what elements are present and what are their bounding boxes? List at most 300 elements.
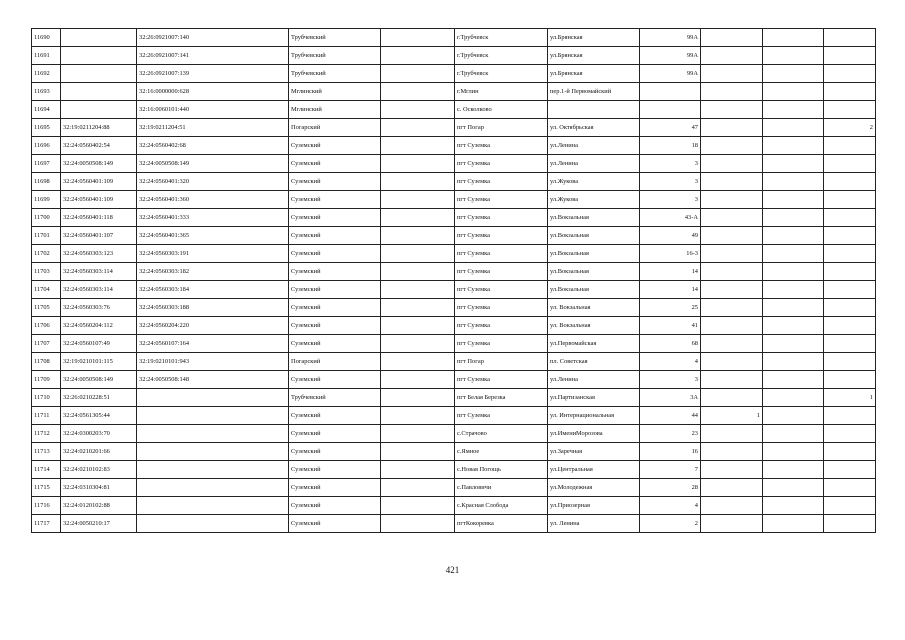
district-cell: Суземский	[289, 425, 381, 443]
district-cell: Погарский	[289, 353, 381, 371]
extra-cell-1	[701, 29, 763, 47]
district-cell: Мглинский	[289, 83, 381, 101]
extra-cell-1	[701, 443, 763, 461]
extra-cell-3	[824, 65, 876, 83]
locality-cell: пгт Суземка	[455, 281, 548, 299]
extra-cell-2	[763, 209, 824, 227]
locality-cell: с.Красная Слобода	[455, 497, 548, 515]
extra-cell-3	[824, 155, 876, 173]
cadastral-number-cell: 32:19:0211204:88	[61, 119, 137, 137]
settlement-cell	[381, 119, 455, 137]
cadastral-number-cell	[61, 101, 137, 119]
extra-cell-2	[763, 443, 824, 461]
parent-cadastral-number-cell: 32:16:0000000:628	[137, 83, 289, 101]
table-row	[32, 29, 876, 47]
settlement-cell	[381, 335, 455, 353]
parent-cadastral-number-cell	[137, 515, 289, 533]
locality-cell: с.Страчово	[455, 425, 548, 443]
parent-cadastral-number-cell	[137, 497, 289, 515]
extra-cell-2	[763, 119, 824, 137]
settlement-cell	[381, 497, 455, 515]
extra-cell-2	[763, 263, 824, 281]
extra-cell-2	[763, 335, 824, 353]
row-number-cell: 11694	[32, 101, 61, 119]
extra-cell-2	[763, 317, 824, 335]
cadastral-number-cell	[61, 29, 137, 47]
street-cell	[548, 101, 640, 119]
extra-cell-2	[763, 407, 824, 425]
extra-cell-3	[824, 209, 876, 227]
cadastral-number-cell: 32:19:0210101:115	[61, 353, 137, 371]
locality-cell: пгт Суземка	[455, 371, 548, 389]
locality-cell: пгт Погар	[455, 353, 548, 371]
locality-cell: г.Трубчевск	[455, 65, 548, 83]
house-number-cell: 49	[640, 227, 701, 245]
street-cell: ул.ИмениМорозова	[548, 425, 640, 443]
extra-cell-1	[701, 209, 763, 227]
parent-cadastral-number-cell	[137, 425, 289, 443]
row-number-cell: 11702	[32, 245, 61, 263]
house-number-cell: 4	[640, 353, 701, 371]
cadastral-number-cell: 32:24:0560401:109	[61, 173, 137, 191]
settlement-cell	[381, 425, 455, 443]
street-cell: ул.Брянская	[548, 29, 640, 47]
street-cell: ул.Брянская	[548, 65, 640, 83]
locality-cell: пгт Суземка	[455, 191, 548, 209]
parent-cadastral-number-cell: 32:24:0560303:182	[137, 263, 289, 281]
locality-cell: пгт Погар	[455, 119, 548, 137]
row-number-cell: 11711	[32, 407, 61, 425]
table-row	[32, 65, 876, 83]
extra-cell-3	[824, 281, 876, 299]
extra-cell-2	[763, 65, 824, 83]
house-number-cell: 68	[640, 335, 701, 353]
extra-cell-2	[763, 47, 824, 65]
house-number-cell: 44	[640, 407, 701, 425]
cadastral-number-cell: 32:24:0300203:70	[61, 425, 137, 443]
locality-cell: пгт Суземка	[455, 407, 548, 425]
row-number-cell: 11706	[32, 317, 61, 335]
house-number-cell	[640, 101, 701, 119]
table-row	[32, 389, 876, 407]
extra-cell-2	[763, 245, 824, 263]
house-number-cell: 43-А	[640, 209, 701, 227]
house-number-cell: 7	[640, 461, 701, 479]
row-number-cell: 11716	[32, 497, 61, 515]
settlement-cell	[381, 515, 455, 533]
extra-cell-3	[824, 515, 876, 533]
district-cell: Суземский	[289, 299, 381, 317]
extra-cell-3	[824, 317, 876, 335]
district-cell: Суземский	[289, 407, 381, 425]
settlement-cell	[381, 29, 455, 47]
parent-cadastral-number-cell: 32:24:0560402:68	[137, 137, 289, 155]
locality-cell: пгт Суземка	[455, 317, 548, 335]
register-table	[31, 28, 876, 533]
district-cell: Суземский	[289, 371, 381, 389]
table-row	[32, 335, 876, 353]
street-cell: ул. Вокзальная	[548, 299, 640, 317]
house-number-cell: 18	[640, 137, 701, 155]
cadastral-number-cell: 32:24:0050210:17	[61, 515, 137, 533]
parent-cadastral-number-cell: 32:26:0921007:139	[137, 65, 289, 83]
extra-cell-2	[763, 227, 824, 245]
parent-cadastral-number-cell: 32:26:0921007:141	[137, 47, 289, 65]
table-row	[32, 83, 876, 101]
extra-cell-3	[824, 407, 876, 425]
extra-cell-1	[701, 137, 763, 155]
parent-cadastral-number-cell	[137, 443, 289, 461]
street-cell: ул. Ленина	[548, 515, 640, 533]
parent-cadastral-number-cell	[137, 461, 289, 479]
settlement-cell	[381, 83, 455, 101]
street-cell: ул.Центральная	[548, 461, 640, 479]
district-cell: Суземский	[289, 479, 381, 497]
district-cell: Суземский	[289, 281, 381, 299]
settlement-cell	[381, 263, 455, 281]
extra-cell-3	[824, 479, 876, 497]
house-number-cell: 47	[640, 119, 701, 137]
extra-cell-2	[763, 155, 824, 173]
settlement-cell	[381, 443, 455, 461]
table-row	[32, 317, 876, 335]
locality-cell: пгт Суземка	[455, 155, 548, 173]
table-row	[32, 479, 876, 497]
street-cell: ул.Ленина	[548, 155, 640, 173]
table-row	[32, 227, 876, 245]
district-cell: Суземский	[289, 245, 381, 263]
settlement-cell	[381, 209, 455, 227]
extra-cell-1: 1	[701, 407, 763, 425]
house-number-cell: 14	[640, 281, 701, 299]
district-cell: Суземский	[289, 173, 381, 191]
row-number-cell: 11698	[32, 173, 61, 191]
parent-cadastral-number-cell: 32:24:0050508:149	[137, 155, 289, 173]
row-number-cell: 11717	[32, 515, 61, 533]
extra-cell-3	[824, 263, 876, 281]
extra-cell-1	[701, 281, 763, 299]
settlement-cell	[381, 245, 455, 263]
extra-cell-2	[763, 497, 824, 515]
extra-cell-1	[701, 47, 763, 65]
settlement-cell	[381, 353, 455, 371]
parent-cadastral-number-cell: 32:24:0560401:333	[137, 209, 289, 227]
parent-cadastral-number-cell: 32:24:0560303:188	[137, 299, 289, 317]
locality-cell: с.Новая Погощь	[455, 461, 548, 479]
row-number-cell: 11690	[32, 29, 61, 47]
district-cell: Трубчевский	[289, 389, 381, 407]
locality-cell: г.Мглин	[455, 83, 548, 101]
table-row	[32, 425, 876, 443]
settlement-cell	[381, 47, 455, 65]
extra-cell-1	[701, 191, 763, 209]
table-row	[32, 101, 876, 119]
table-row	[32, 173, 876, 191]
extra-cell-3	[824, 299, 876, 317]
extra-cell-1	[701, 497, 763, 515]
house-number-cell: 3	[640, 155, 701, 173]
extra-cell-2	[763, 281, 824, 299]
settlement-cell	[381, 461, 455, 479]
row-number-cell: 11707	[32, 335, 61, 353]
row-number-cell: 11695	[32, 119, 61, 137]
row-number-cell: 11712	[32, 425, 61, 443]
locality-cell: пгт Суземка	[455, 263, 548, 281]
house-number-cell	[640, 83, 701, 101]
settlement-cell	[381, 389, 455, 407]
extra-cell-1	[701, 317, 763, 335]
district-cell: Суземский	[289, 317, 381, 335]
house-number-cell: 28	[640, 479, 701, 497]
row-number-cell: 11713	[32, 443, 61, 461]
settlement-cell	[381, 173, 455, 191]
table-row	[32, 47, 876, 65]
parent-cadastral-number-cell: 32:24:0560107:164	[137, 335, 289, 353]
cadastral-number-cell: 32:24:0560303:114	[61, 263, 137, 281]
extra-cell-2	[763, 299, 824, 317]
row-number-cell: 11703	[32, 263, 61, 281]
table-row	[32, 443, 876, 461]
cadastral-number-cell: 32:24:0560303:123	[61, 245, 137, 263]
settlement-cell	[381, 155, 455, 173]
cadastral-number-cell	[61, 83, 137, 101]
street-cell: ул.Вокзальная	[548, 263, 640, 281]
table-row	[32, 209, 876, 227]
extra-cell-2	[763, 425, 824, 443]
page-number: 421	[445, 565, 460, 575]
extra-cell-1	[701, 101, 763, 119]
table-row	[32, 245, 876, 263]
street-cell: пер.1-й Первомайский	[548, 83, 640, 101]
extra-cell-2	[763, 101, 824, 119]
cadastral-number-cell: 32:24:0560401:118	[61, 209, 137, 227]
table-row	[32, 137, 876, 155]
parent-cadastral-number-cell	[137, 407, 289, 425]
extra-cell-2	[763, 137, 824, 155]
extra-cell-3	[824, 335, 876, 353]
locality-cell: пгтКокоревка	[455, 515, 548, 533]
locality-cell: пгт Суземка	[455, 245, 548, 263]
extra-cell-3	[824, 497, 876, 515]
street-cell: ул.Молодежная	[548, 479, 640, 497]
street-cell: ул.Заречная	[548, 443, 640, 461]
house-number-cell: 2	[640, 515, 701, 533]
street-cell: ул. Вокзальная	[548, 317, 640, 335]
extra-cell-2	[763, 371, 824, 389]
house-number-cell: 3А	[640, 389, 701, 407]
table-row	[32, 281, 876, 299]
parent-cadastral-number-cell: 32:24:0050508:148	[137, 371, 289, 389]
row-number-cell: 11691	[32, 47, 61, 65]
row-number-cell: 11708	[32, 353, 61, 371]
extra-cell-1	[701, 461, 763, 479]
street-cell: ул. Октябрьская	[548, 119, 640, 137]
district-cell: Мглинский	[289, 101, 381, 119]
extra-cell-3: 1	[824, 389, 876, 407]
parent-cadastral-number-cell: 32:24:0560401:320	[137, 173, 289, 191]
extra-cell-1	[701, 425, 763, 443]
house-number-cell: 16-3	[640, 245, 701, 263]
extra-cell-2	[763, 461, 824, 479]
extra-cell-3	[824, 461, 876, 479]
district-cell: Суземский	[289, 209, 381, 227]
settlement-cell	[381, 299, 455, 317]
extra-cell-3	[824, 101, 876, 119]
house-number-cell: 14	[640, 263, 701, 281]
row-number-cell: 11699	[32, 191, 61, 209]
street-cell: ул.Брянская	[548, 47, 640, 65]
district-cell: Суземский	[289, 515, 381, 533]
district-cell: Суземский	[289, 497, 381, 515]
settlement-cell	[381, 227, 455, 245]
extra-cell-1	[701, 119, 763, 137]
district-cell: Трубчевский	[289, 29, 381, 47]
cadastral-number-cell: 32:24:0560204:112	[61, 317, 137, 335]
parent-cadastral-number-cell: 32:16:0060101:440	[137, 101, 289, 119]
settlement-cell	[381, 137, 455, 155]
row-number-cell: 11715	[32, 479, 61, 497]
locality-cell: пгт Суземка	[455, 299, 548, 317]
street-cell: ул.Жукова	[548, 173, 640, 191]
extra-cell-1	[701, 353, 763, 371]
table-row	[32, 155, 876, 173]
locality-cell: пгт Белая Березка	[455, 389, 548, 407]
locality-cell: с.Павловичи	[455, 479, 548, 497]
extra-cell-1	[701, 227, 763, 245]
cadastral-number-cell: 32:24:0560303:76	[61, 299, 137, 317]
district-cell: Суземский	[289, 191, 381, 209]
settlement-cell	[381, 371, 455, 389]
table-row	[32, 497, 876, 515]
table-row	[32, 263, 876, 281]
table-row	[32, 371, 876, 389]
house-number-cell: 41	[640, 317, 701, 335]
parent-cadastral-number-cell: 32:26:0921007:140	[137, 29, 289, 47]
house-number-cell: 3	[640, 371, 701, 389]
extra-cell-3	[824, 371, 876, 389]
house-number-cell: 99А	[640, 47, 701, 65]
cadastral-number-cell: 32:24:0561305:44	[61, 407, 137, 425]
extra-cell-1	[701, 299, 763, 317]
extra-cell-1	[701, 371, 763, 389]
district-cell: Суземский	[289, 155, 381, 173]
street-cell: ул.Вокзальная	[548, 209, 640, 227]
extra-cell-3	[824, 443, 876, 461]
extra-cell-1	[701, 245, 763, 263]
house-number-cell: 23	[640, 425, 701, 443]
extra-cell-3	[824, 425, 876, 443]
district-cell: Погарский	[289, 119, 381, 137]
table-row	[32, 407, 876, 425]
extra-cell-2	[763, 191, 824, 209]
street-cell: ул.Приозерная	[548, 497, 640, 515]
settlement-cell	[381, 479, 455, 497]
street-cell: ул.Партизанская	[548, 389, 640, 407]
street-cell: ул.Вокзальная	[548, 245, 640, 263]
extra-cell-1	[701, 263, 763, 281]
district-cell: Суземский	[289, 137, 381, 155]
cadastral-number-cell: 32:24:0210102:83	[61, 461, 137, 479]
table-row	[32, 191, 876, 209]
locality-cell: г.Трубчевск	[455, 47, 548, 65]
row-number-cell: 11705	[32, 299, 61, 317]
district-cell: Суземский	[289, 227, 381, 245]
extra-cell-3	[824, 173, 876, 191]
extra-cell-2	[763, 353, 824, 371]
extra-cell-2	[763, 515, 824, 533]
row-number-cell: 11710	[32, 389, 61, 407]
row-number-cell: 11704	[32, 281, 61, 299]
street-cell: пл. Советская	[548, 353, 640, 371]
settlement-cell	[381, 191, 455, 209]
extra-cell-3	[824, 227, 876, 245]
district-cell: Трубчевский	[289, 47, 381, 65]
cadastral-number-cell	[61, 47, 137, 65]
row-number-cell: 11697	[32, 155, 61, 173]
extra-cell-1	[701, 65, 763, 83]
house-number-cell: 16	[640, 443, 701, 461]
parent-cadastral-number-cell: 32:19:0210101:943	[137, 353, 289, 371]
extra-cell-3	[824, 353, 876, 371]
cadastral-number-cell: 32:24:0120102:88	[61, 497, 137, 515]
extra-cell-3	[824, 137, 876, 155]
parent-cadastral-number-cell: 32:24:0560401:360	[137, 191, 289, 209]
locality-cell: г.Трубчевск	[455, 29, 548, 47]
extra-cell-3	[824, 47, 876, 65]
cadastral-number-cell: 32:24:0560401:109	[61, 191, 137, 209]
district-cell: Суземский	[289, 443, 381, 461]
extra-cell-1	[701, 515, 763, 533]
extra-cell-1	[701, 83, 763, 101]
district-cell: Суземский	[289, 335, 381, 353]
cadastral-number-cell: 32:24:0560401:107	[61, 227, 137, 245]
row-number-cell: 11701	[32, 227, 61, 245]
settlement-cell	[381, 407, 455, 425]
row-number-cell: 11700	[32, 209, 61, 227]
extra-cell-3	[824, 29, 876, 47]
extra-cell-1	[701, 479, 763, 497]
locality-cell: пгт Суземка	[455, 335, 548, 353]
row-number-cell: 11714	[32, 461, 61, 479]
cadastral-number-cell: 32:24:0560402:54	[61, 137, 137, 155]
street-cell: ул.Ленина	[548, 371, 640, 389]
parent-cadastral-number-cell	[137, 479, 289, 497]
district-cell: Трубчевский	[289, 65, 381, 83]
house-number-cell: 25	[640, 299, 701, 317]
parent-cadastral-number-cell: 32:24:0560204:220	[137, 317, 289, 335]
extra-cell-1	[701, 173, 763, 191]
row-number-cell: 11692	[32, 65, 61, 83]
settlement-cell	[381, 317, 455, 335]
extra-cell-2	[763, 173, 824, 191]
row-number-cell: 11696	[32, 137, 61, 155]
street-cell: ул.Вокзальная	[548, 227, 640, 245]
cadastral-number-cell: 32:24:0050508:149	[61, 371, 137, 389]
locality-cell: пгт Суземка	[455, 227, 548, 245]
table-row	[32, 461, 876, 479]
cadastral-number-cell: 32:24:0210201:66	[61, 443, 137, 461]
house-number-cell: 3	[640, 173, 701, 191]
house-number-cell: 3	[640, 191, 701, 209]
street-cell: ул. Интернациональная	[548, 407, 640, 425]
extra-cell-2	[763, 29, 824, 47]
extra-cell-3: 2	[824, 119, 876, 137]
settlement-cell	[381, 65, 455, 83]
row-number-cell: 11709	[32, 371, 61, 389]
parent-cadastral-number-cell: 32:24:0560401:365	[137, 227, 289, 245]
locality-cell: пгт Суземка	[455, 137, 548, 155]
street-cell: ул.Вокзальная	[548, 281, 640, 299]
